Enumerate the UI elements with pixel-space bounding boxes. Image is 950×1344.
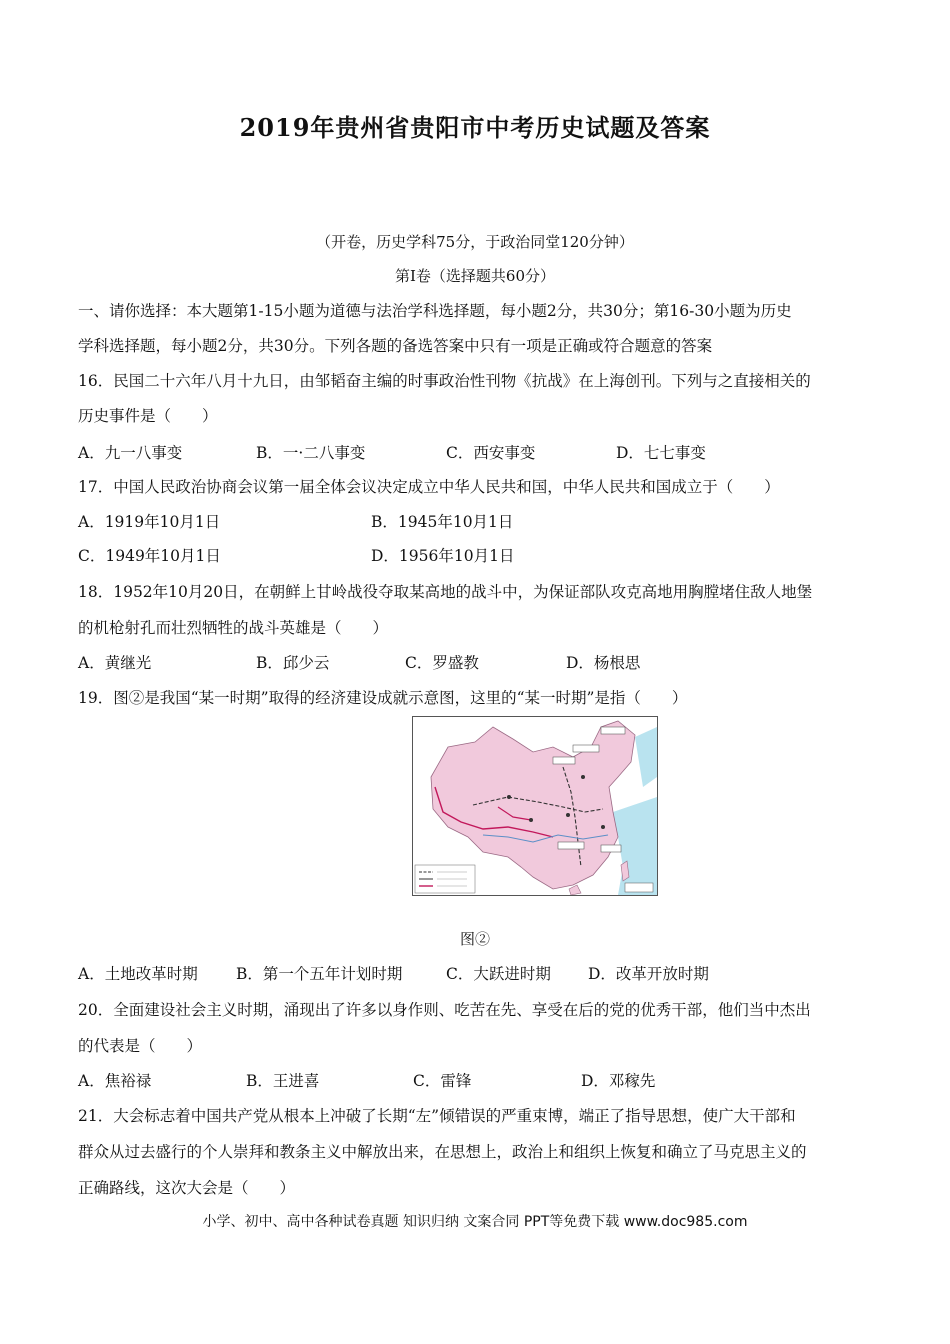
exam-subtitle: （开卷，历史学科75分，于政治同堂120分钟） xyxy=(316,233,634,251)
instructions-line-1: 一、请你选择：本大题第1-15小题为道德与法治学科选择题，每小题2分，共30分；第16-30小题为历史 xyxy=(78,302,792,320)
section-title: 第Ⅰ卷（选择题共60分） xyxy=(394,267,555,285)
china-economic-map xyxy=(412,716,658,896)
question-16-option-a: A．九一八事变 xyxy=(78,444,183,462)
question-17-option-d: D．1956年10月1日 xyxy=(371,547,515,565)
question-20-option-b: B．王进喜 xyxy=(246,1072,320,1090)
question-16-stem-cont: 历史事件是（ ） xyxy=(78,407,218,425)
project-label-box xyxy=(601,727,625,734)
city-dot xyxy=(507,795,511,799)
question-17-option-c: C．1949年10月1日 xyxy=(78,547,221,565)
project-label-box xyxy=(573,745,599,752)
city-dot xyxy=(601,825,605,829)
question-18-stem-cont: 的机枪射孔而壮烈牺牲的战斗英雄是（ ） xyxy=(78,619,389,637)
question-17-stem: 17．中国人民政治协商会议第一届全体会议决定成立中华人民共和国，中华人民共和国成立于（ ） xyxy=(78,478,780,496)
question-20-stem: 20．全面建设社会主义时期，涌现出了许多以身作则、吃苦在先、享受在后的党的优秀干部，他们当中杰出 xyxy=(78,1001,811,1019)
question-20-option-c: C．雷锋 xyxy=(413,1072,472,1090)
question-19-option-a: A．土地改革时期 xyxy=(78,965,198,983)
question-16-option-d: D．七七事变 xyxy=(616,444,706,462)
project-label-box xyxy=(558,842,584,849)
map-illustration xyxy=(413,717,657,895)
question-21-stem-cont-2: 正确路线，这次大会是（ ） xyxy=(78,1179,296,1197)
question-21-stem: 21．大会标志着中国共产党从根本上冲破了长期“左”倾错误的严重束博，端正了指导思想，使广大干部和 xyxy=(78,1107,796,1125)
instructions-line-2: 学科选择题，每小题2分，共30分。下列各题的备选答案中只有一项是正确或符合题意的答案 xyxy=(78,337,713,355)
south-sea-inset xyxy=(625,883,653,892)
project-label-box xyxy=(601,845,621,852)
question-18-option-d: D．杨根思 xyxy=(566,654,641,672)
city-dot xyxy=(566,813,570,817)
city-dot xyxy=(581,775,585,779)
question-18-option-b: B．邱少云 xyxy=(256,654,330,672)
page-title: 2019年贵州省贵阳市中考历史试题及答案 xyxy=(239,113,711,142)
question-19-option-d: D．改革开放时期 xyxy=(588,965,709,983)
question-21-stem-cont: 群众从过去盛行的个人崇拜和教条主义中解放出来，在思想上，政治上和组织上恢复和确立了马克思主义的 xyxy=(78,1143,807,1161)
question-19-option-b: B．第一个五年计划时期 xyxy=(236,965,403,983)
question-20-option-d: D．邓稼先 xyxy=(581,1072,656,1090)
question-20-stem-cont: 的代表是（ ） xyxy=(78,1037,203,1055)
figure-caption: 图② xyxy=(459,930,490,948)
question-17-option-b: B．1945年10月1日 xyxy=(371,513,514,531)
question-18-option-c: C．罗盛教 xyxy=(405,654,479,672)
question-16-option-b: B．一·二八事变 xyxy=(256,444,366,462)
question-18-option-a: A．黄继光 xyxy=(78,654,152,672)
project-label-box xyxy=(553,757,575,764)
question-16-option-c: C．西安事变 xyxy=(446,444,536,462)
question-17-option-a: A．1919年10月1日 xyxy=(78,513,221,531)
city-dot xyxy=(529,818,533,822)
question-16-stem: 16．民国二十六年八月十九日，由邹韬奋主编的时事政治性刊物《抗战》在上海创刊。下列与之直接相关的 xyxy=(78,372,811,390)
question-18-stem: 18．1952年10月20日，在朝鲜上甘岭战役夺取某高地的战斗中，为保证部队攻克高地用胸膛堵住敌人地堡 xyxy=(78,583,813,601)
question-19-stem: 19．图②是我国“某一时期”取得的经济建设成就示意图，这里的“某一时期”是指（ ） xyxy=(78,689,688,707)
question-19-option-c: C．大跃进时期 xyxy=(446,965,551,983)
page-footer: 小学、初中、高中各种试卷真题 知识归纳 文案合同 PPT等免费下载 www.doc985.com xyxy=(202,1214,748,1230)
question-20-option-a: A．焦裕禄 xyxy=(78,1072,152,1090)
